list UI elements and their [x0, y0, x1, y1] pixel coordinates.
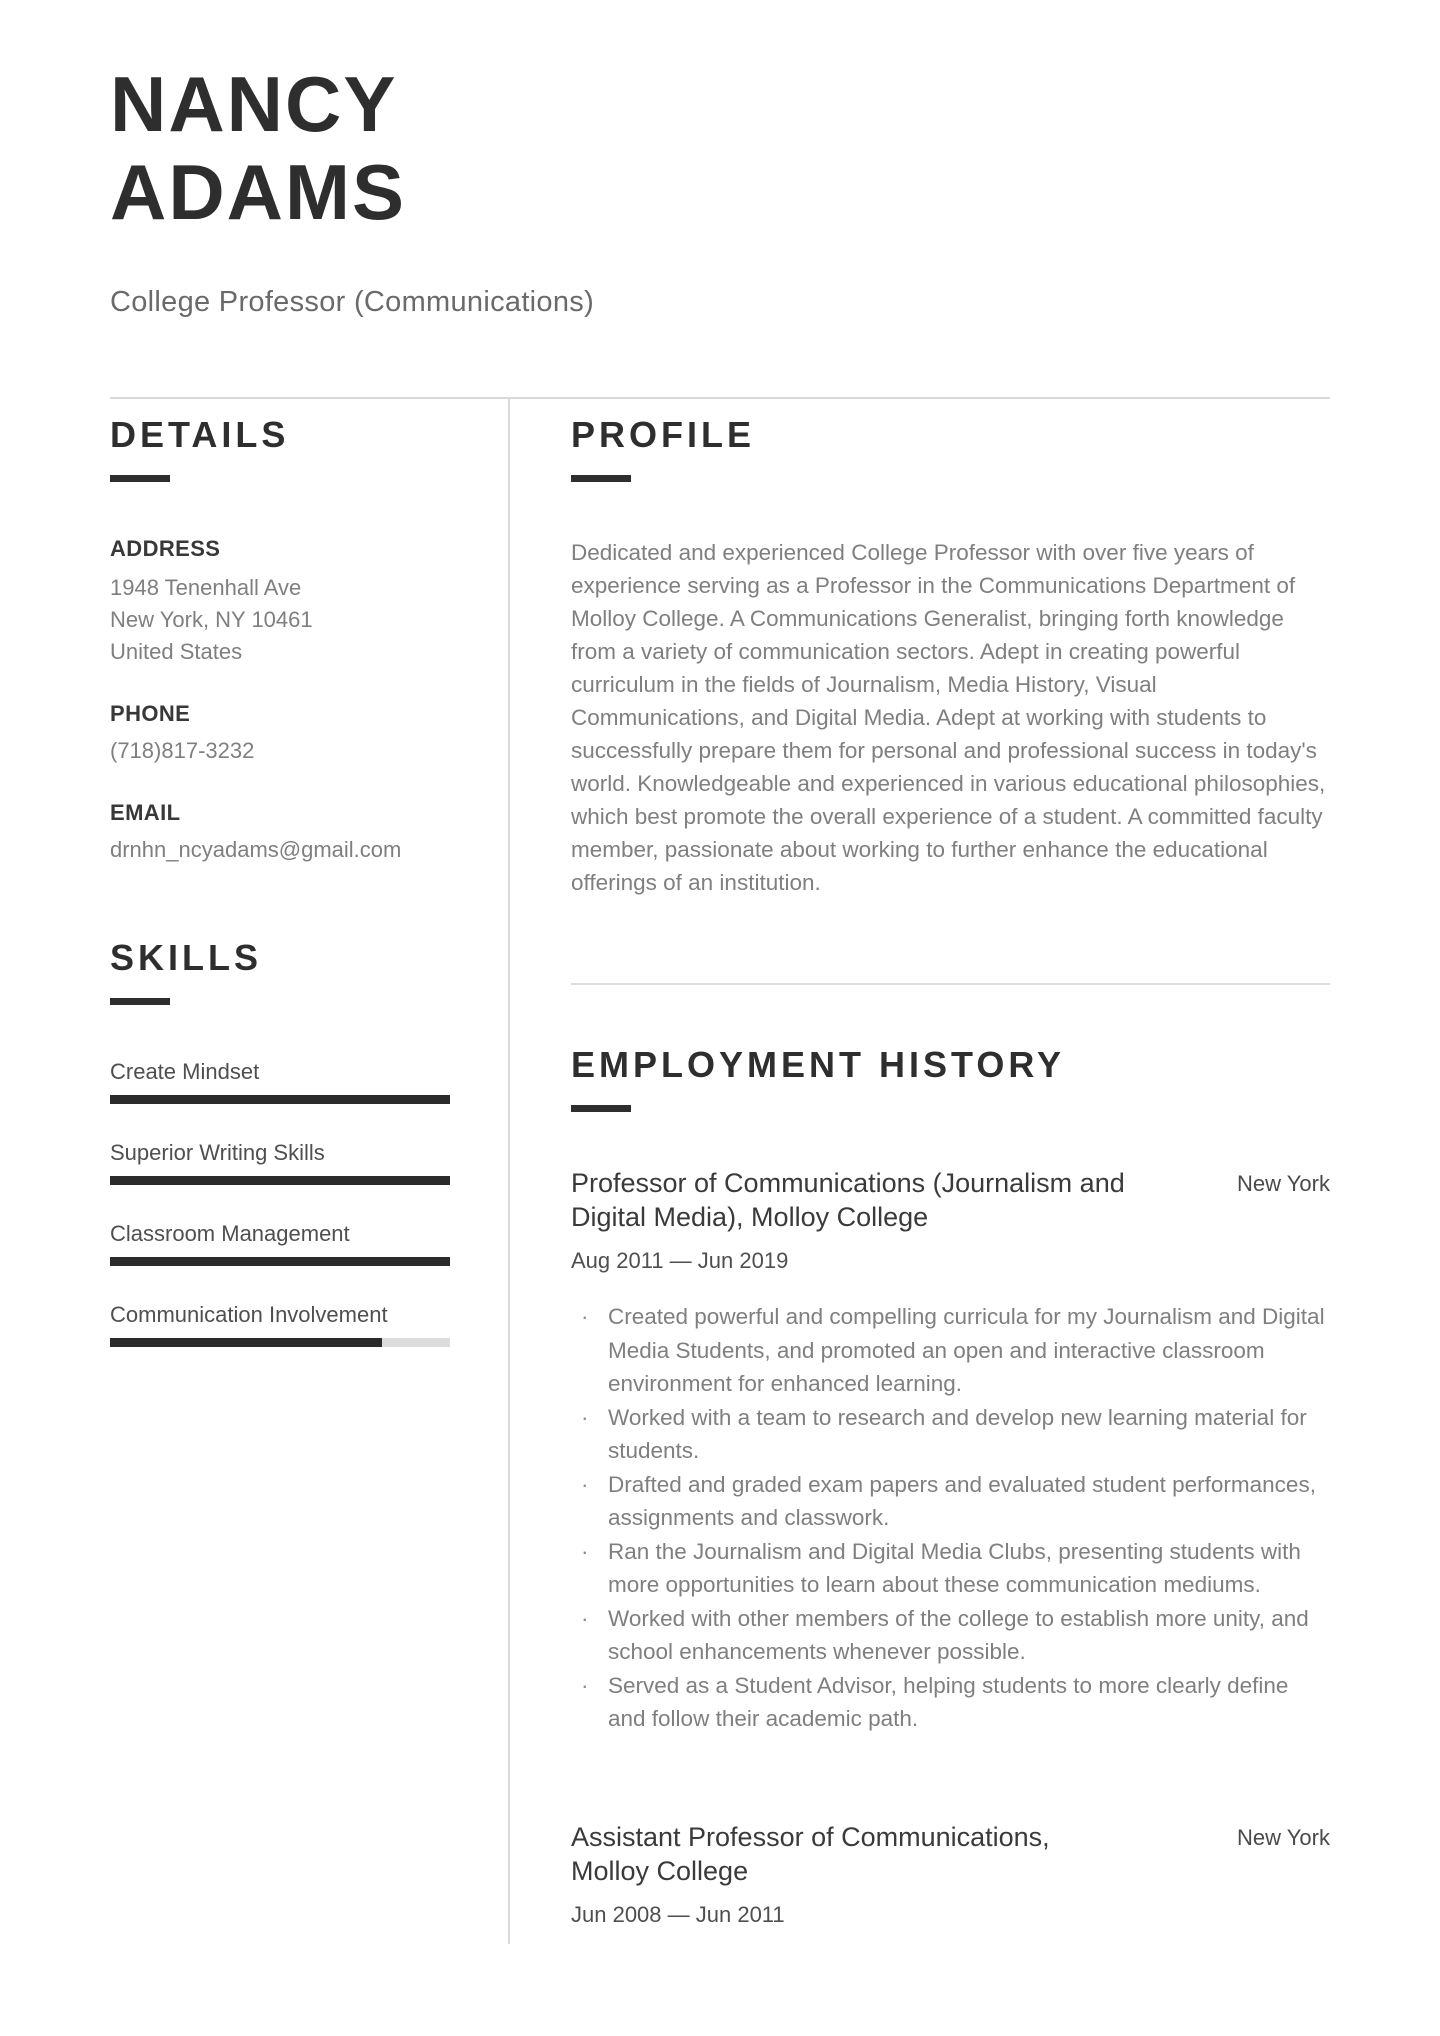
profile-heading-title: PROFILE: [571, 414, 756, 455]
job-entry: [571, 1820, 1330, 1928]
bullet-text: Worked with a team to research and develop new learning material for students.: [608, 1404, 1307, 1463]
job-bullets: [571, 1300, 1330, 1736]
bullet-marker-icon: ·: [581, 1605, 589, 1631]
bullet-text: Served as a Student Advisor, helping students to more clearly define and follow their academic path.: [608, 1672, 1289, 1731]
employment-section: [571, 1045, 1330, 1928]
employment-heading-underline: [571, 1105, 631, 1112]
address-line: New York, NY 10461: [110, 607, 313, 632]
address-line: 1948 Tenenhall Ave: [110, 575, 302, 600]
skill-bar-fill: [110, 1095, 450, 1104]
skill-item: [110, 1140, 450, 1185]
section-divider: [571, 983, 1330, 985]
bullet-item: [571, 1401, 1330, 1468]
job-title: Assistant Professor of Communications, Molloy College: [571, 1821, 1050, 1886]
skill-bar: [110, 1257, 450, 1266]
address-line: United States: [110, 639, 243, 664]
job-location: New York: [1237, 1824, 1330, 1850]
skill-bar-fill: [110, 1257, 450, 1266]
person-name: [110, 60, 1330, 236]
bullet-marker-icon: ·: [581, 1304, 589, 1329]
bullet-text: Drafted and graded exam papers and evaluated student performances, assignments and classwork.: [608, 1471, 1316, 1530]
bullet-marker-icon: ·: [581, 1538, 589, 1564]
skill-name: Superior Writing Skills: [110, 1140, 325, 1165]
employment-heading: [571, 1045, 1330, 1112]
skill-name: Create Mindset: [110, 1059, 260, 1084]
person-name-line2: ADAMS: [110, 148, 406, 236]
bullet-marker-icon: ·: [581, 1404, 589, 1430]
skill-item: [110, 1302, 450, 1347]
bullet-item: [571, 1300, 1330, 1401]
job-location: New York: [1237, 1171, 1330, 1196]
job-dates: Aug 2011 — Jun 2019: [571, 1248, 789, 1273]
email-value: drnhn_ncyadams@gmail.com: [110, 837, 402, 862]
job-head: [571, 1820, 1330, 1888]
details-heading-underline: [110, 475, 170, 482]
skill-bar: [110, 1338, 450, 1347]
phone-group: [110, 701, 450, 767]
skill-item: [110, 1059, 450, 1104]
skills-section: [110, 938, 450, 1347]
phone-label: PHONE: [110, 701, 191, 726]
person-name-line1: NANCY: [110, 60, 398, 148]
person-job-title: College Professor (Communications): [110, 286, 595, 318]
skills-heading-underline: [110, 998, 170, 1005]
email-group: [110, 800, 450, 866]
bullet-item: [571, 1669, 1330, 1736]
skills-list: [110, 1059, 450, 1347]
bullet-text: Worked with other members of the college to establish more unity, and school enhancements whenever possible.: [608, 1605, 1309, 1664]
bullet-marker-icon: ·: [581, 1471, 589, 1497]
skill-bar: [110, 1095, 450, 1104]
job-dates: Jun 2008 — Jun 2011: [571, 1901, 785, 1927]
details-heading: [110, 415, 450, 482]
bullet-text: Created powerful and compelling curricula for my Journalism and Digital Media Students, and promoted an open and interactive classroom environment for enhanced learning.: [608, 1304, 1325, 1396]
bullet-item: [571, 1535, 1330, 1602]
skill-bar: [110, 1176, 450, 1185]
right-column: [510, 399, 1330, 1944]
skill-name: Classroom Management: [110, 1221, 350, 1246]
profile-heading: [571, 415, 1330, 482]
address-block: [110, 572, 450, 668]
profile-heading-underline: [571, 475, 631, 482]
bullet-item: [571, 1468, 1330, 1535]
job-title: Professor of Communications (Journalism and Digital Media), Molloy College: [571, 1168, 1125, 1232]
email-label: EMAIL: [110, 800, 181, 825]
content-columns: [110, 399, 1330, 1944]
employment-heading-title: EMPLOYMENT HISTORY: [571, 1044, 1066, 1085]
bullet-marker-icon: ·: [581, 1672, 589, 1698]
details-heading-title: DETAILS: [110, 414, 290, 455]
details-section: [110, 415, 450, 866]
skill-name: Communication Involvement: [110, 1302, 388, 1327]
profile-text: Dedicated and experienced College Professor with over five years of experience serving as a Professor in the Communications Department of Molloy College. A Communications Generalist, bringing forth knowledge from a variety of communication sectors. Adept in creating powerful curriculum in the fields of Journalism, Media History, Visual Communications, and Digital Media. Adept at working with students to successfully prepare them for personal and professional success in today's world. Knowledgeable and experienced in various educational philosophies, which best promote the overall experience of a student. A committed faculty member, passionate about working to further enhance the educational offerings of an institution.: [571, 540, 1326, 895]
skill-bar-fill: [110, 1338, 382, 1347]
job-head: [571, 1166, 1330, 1234]
jobs-list: [571, 1166, 1330, 1928]
bullet-text: Ran the Journalism and Digital Media Clubs, presenting students with more opportunities to learn about these communication mediums.: [608, 1538, 1301, 1597]
skills-heading-title: SKILLS: [110, 937, 263, 978]
skills-heading: [110, 938, 450, 1005]
skill-item: [110, 1221, 450, 1266]
skill-bar-fill: [110, 1176, 450, 1185]
address-label: ADDRESS: [110, 536, 221, 561]
profile-section: [571, 415, 1330, 899]
job-entry: [571, 1166, 1330, 1736]
phone-value: (718)817-3232: [110, 738, 255, 763]
left-column: [110, 399, 510, 1944]
bullet-item: [571, 1602, 1330, 1669]
